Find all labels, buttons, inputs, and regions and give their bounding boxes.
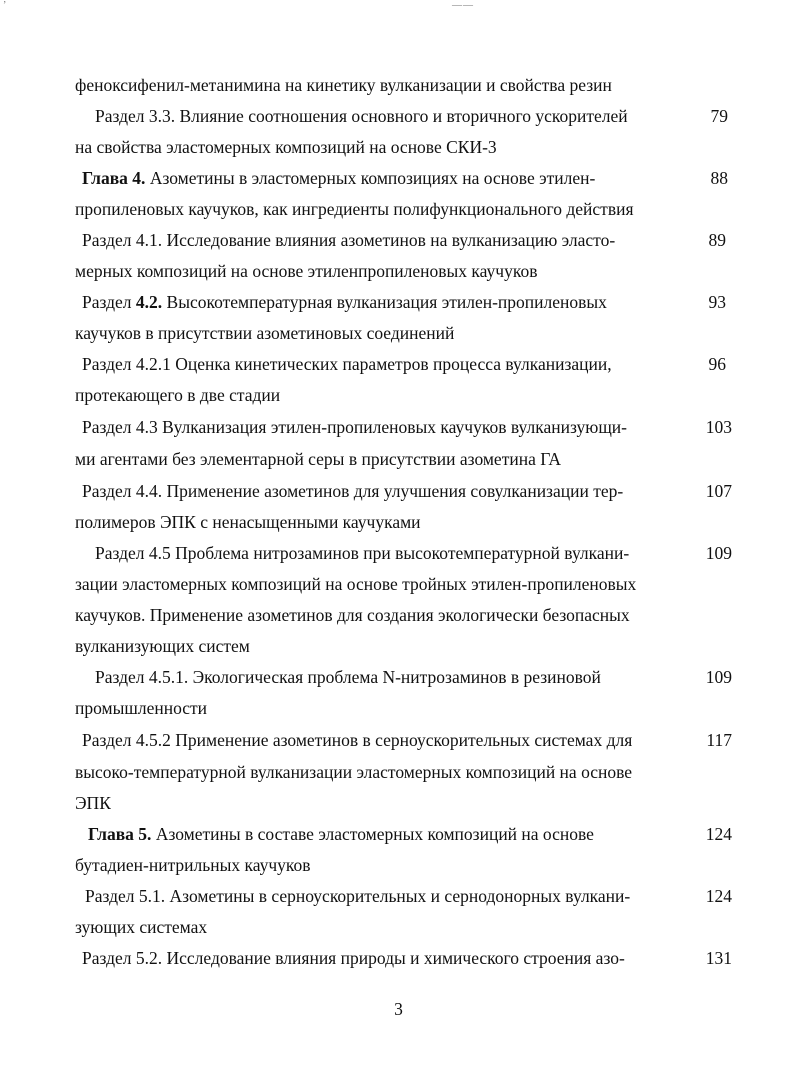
toc-entry-text: Раздел 4.1. Исследование влияния азометинов на вулканизацию эласто- [82,230,616,250]
toc-page-number: 109 [705,667,732,687]
toc-entry-text: каучуков. Применение азометинов для создания экологически безопасных [75,605,630,625]
toc-page-number: 124 [705,824,732,844]
toc-page-number: 131 [705,948,732,968]
chapter-label: Глава 4. [82,168,146,188]
toc-entry-text: Раздел 4.3 Вулканизация этилен-пропиленовых каучуков вулканизующи- [82,417,627,437]
toc-entry-text: высоко-температурной вулканизации эластомерных композиций на основе [75,762,633,782]
toc-entry-text: пропиленовых каучуков, как ингредиенты полифункционального действия [75,199,634,219]
toc-entry-text: протекающего в две стадии [75,385,281,405]
toc-entry-text: ЭПК [75,793,111,813]
toc-page-number: 79 [710,106,728,126]
toc-entry-text: каучуков в присутствии азометиновых соединений [75,323,455,343]
toc-entry-text: феноксифенил-метанимина на кинетику вулканизации и свойства резин [75,75,612,95]
toc-entry-text: Раздел 4.2.1 Оценка кинетических параметров процесса вулканизации, [82,354,612,374]
scan-artifact-left: ’ [3,0,7,11]
chapter-label: Глава 5. [88,824,152,844]
toc-page-number: 89 [708,230,726,250]
toc-page-number: 117 [706,730,732,750]
toc-entry-text: вулканизующих систем [75,636,250,656]
toc-entry-text: бутадиен-нитрильных каучуков [75,855,311,875]
toc-page-number: 93 [708,292,726,312]
toc-entry-text: Раздел 5.2. Исследование влияния природы и химического строения азо- [82,948,625,968]
toc-entry-text: Раздел 3.3. Влияние соотношения основного и вторичного ускорителей [95,106,628,126]
toc-entry-text: мерных композиций на основе этиленпропиленовых каучуков [75,261,538,281]
toc-page-number: 88 [710,168,728,188]
toc-entry-text: Раздел 4.4. Применение азометинов для улучшения совулканизации тер- [82,481,624,501]
section-number: 4.2. [135,292,163,312]
page-number: 3 [394,999,403,1019]
toc-entry-text: промышленности [75,698,208,718]
toc-page-number: 109 [705,543,732,563]
toc-page-number: 107 [705,481,732,501]
toc-entry-text: Раздел 4.2. Высокотемпературная вулканизация этилен-пропиленовых [82,292,607,312]
toc-entry-text: Раздел 4.5 Проблема нитрозаминов при высокотемпературной вулкани- [95,543,630,563]
toc-entry-text: Раздел 5.1. Азометины в серноускорительных и сернодонорных вулкани- [85,886,631,906]
toc-page-number: 124 [705,886,732,906]
toc-entry-text: зации эластомерных композиций на основе тройных этилен-пропиленовых [75,574,637,594]
toc-entry-text: зующих системах [75,917,208,937]
toc-entry-text: Глава 4. Азометины в эластомерных композициях на основе этилен- [82,168,596,188]
toc-entry-text: полимеров ЭПК с ненасыщенными каучуками [75,512,421,532]
toc-entry-text: Раздел 4.5.1. Экологическая проблема N-нитрозаминов в резиновой [95,667,601,687]
toc-page-number: 96 [708,354,726,374]
toc-entry-text: на свойства эластомерных композиций на основе СКИ-3 [75,137,497,157]
scan-artifact-top: —— [452,0,474,11]
toc-page-number: 103 [705,417,732,437]
toc-entry-text: Глава 5. Азометины в составе эластомерных композиций на основе [88,824,594,844]
toc-entry-text: ми агентами без элементарной серы в присутствии азометина ГА [75,449,562,469]
toc-entry-text: Раздел 4.5.2 Применение азометинов в серноускорительных системах для [82,730,633,750]
